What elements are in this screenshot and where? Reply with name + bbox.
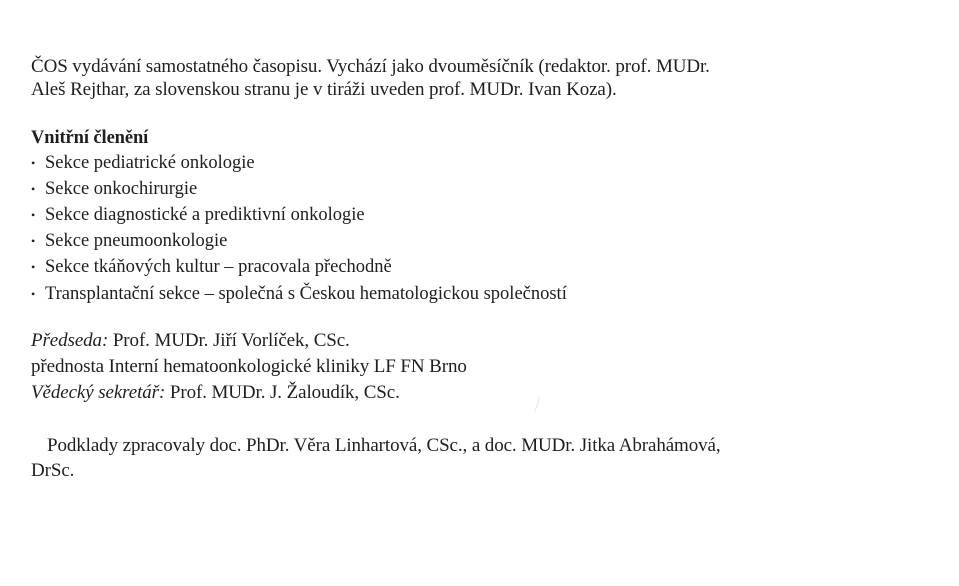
chair-role: přednosta Interní hematoonkologické kliniky LF FN Brno [31, 356, 467, 377]
bullet-icon: • [31, 182, 36, 196]
list-item-text: Sekce pediatrické onkologie [45, 153, 255, 173]
bullet-icon: • [31, 260, 36, 274]
bullet-icon: • [31, 287, 36, 301]
list-item-text: Sekce onkochirurgie [45, 179, 198, 199]
bullet-icon: • [31, 234, 36, 248]
list-item-text: Transplantační sekce – společná s Českou hematologickou společností [45, 284, 567, 304]
chair-line [31, 329, 350, 353]
chair-name: Prof. MUDr. Jiří Vorlíček, CSc. [112, 330, 350, 351]
bullet-icon: • [31, 156, 36, 170]
sections-heading: Vnitřní členění [31, 128, 149, 148]
intro-line-2: Aleš Rejthar, za slovenskou stranu je v tiráži uveden prof. MUDr. Ivan Koza). [31, 79, 617, 100]
bullet-icon: • [31, 208, 36, 222]
scan-mark [534, 397, 543, 411]
intro-line-1: ČOS vydávání samostatného časopisu. Vychází jako dvouměsíčník (redaktor. prof. MUDr. [31, 56, 710, 77]
closing-line-1: Podklady zpracovaly doc. PhDr. Věra Linhartová, CSc., a doc. MUDr. Jitka Abrahámová, [47, 435, 721, 456]
secretary-label: Vědecký sekretář: [31, 382, 166, 403]
chair-label: Předseda: [31, 330, 109, 351]
list-item-text: Sekce diagnostické a prediktivní onkologie [45, 205, 365, 225]
secretary-line [31, 381, 400, 405]
list-item-text: Sekce pneumoonkologie [45, 231, 228, 251]
secretary-name: Prof. MUDr. J. Žaloudík, CSc. [169, 382, 400, 403]
closing-line-2: DrSc. [31, 460, 75, 481]
list-item-text: Sekce tkáňových kultur – pracovala přechodně [45, 257, 392, 277]
